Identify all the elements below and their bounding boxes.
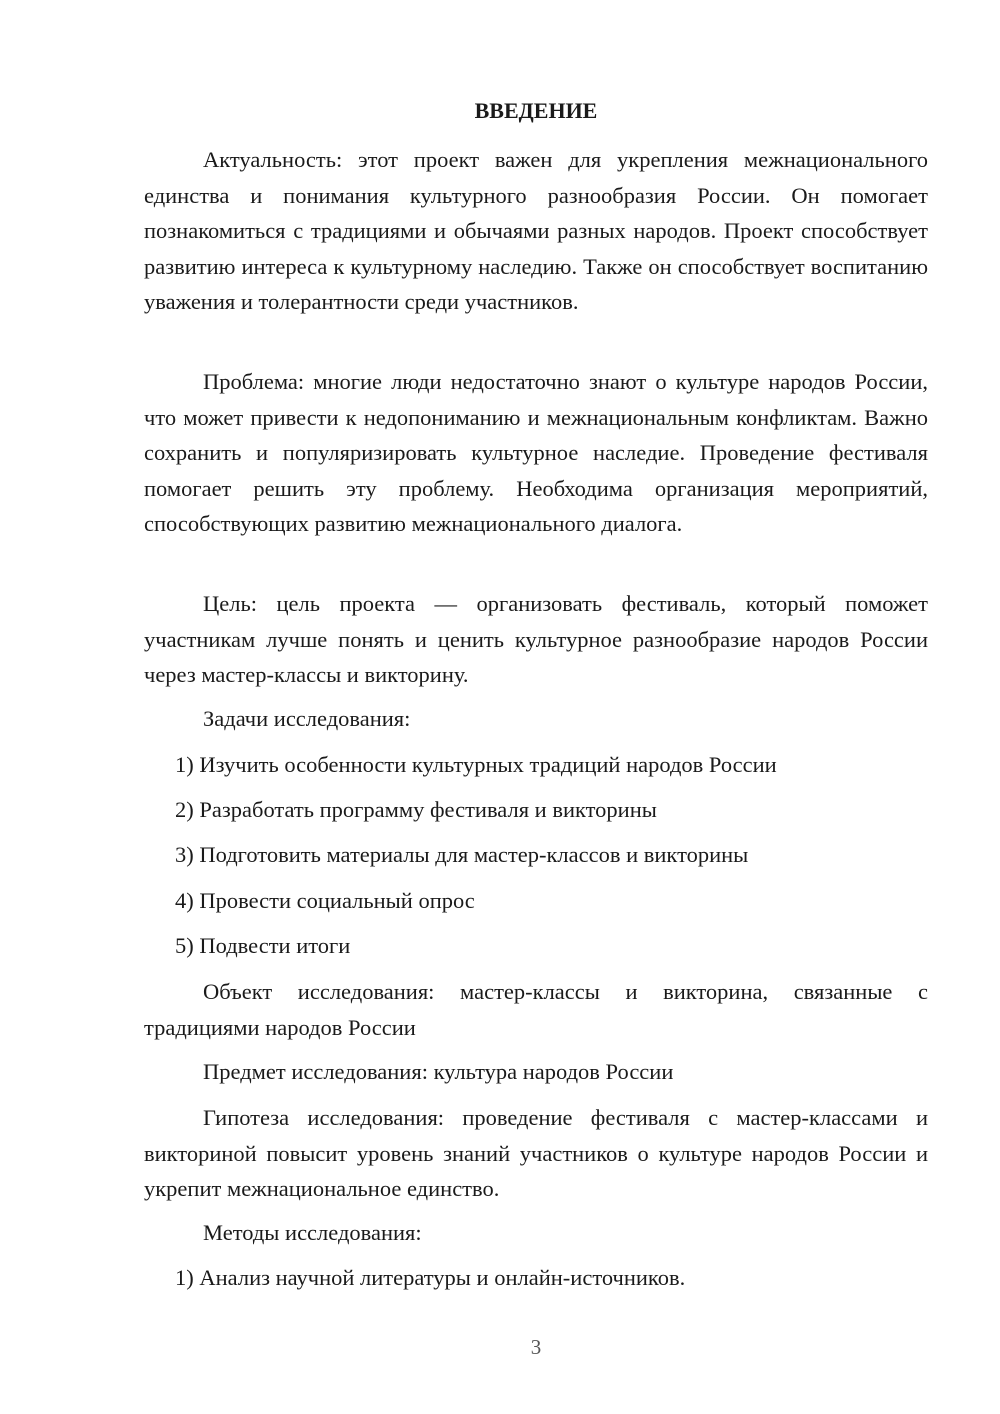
task-item-2: 2) Разработать программу фестиваля и викторины xyxy=(175,797,657,822)
task-item-1: 1) Изучить особенности культурных традиций народов России xyxy=(175,752,777,777)
goal-paragraph: Цель: цель проекта — организовать фестиваль, который поможет участникам лучше понять и ценить культурное разнообразие народов России через мастер-классы и викторину. xyxy=(144,591,928,687)
methods-title: Методы исследования: xyxy=(203,1220,422,1245)
document-page xyxy=(144,0,928,1414)
relevance-paragraph: Актуальность: этот проект важен для укрепления межнационального единства и понимания культурного разнообразия России. Он помогает познакомиться с традициями и обычаями разных народов. Проект способствует развитию интереса к культурному наследию. Также он способствует воспитанию уважения и толерантности среди участников. xyxy=(144,147,928,314)
problem-paragraph: Проблема: многие люди недостаточно знают о культуре народов России, что может привести к недопониманию и межнациональным конфликтам. Важно сохранить и популяризировать культурное наследие. Проведение фестиваля помогает решить эту проблему. Необходима организация мероприятий, способствующих развитию межнационального диалога. xyxy=(144,369,928,536)
task-item-5: 5) Подвести итоги xyxy=(175,933,351,958)
section-heading: ВВЕДЕНИЕ xyxy=(474,98,598,123)
tasks-title: Задачи исследования: xyxy=(203,706,411,731)
subject-paragraph: Предмет исследования: культура народов России xyxy=(203,1059,674,1084)
object-paragraph: Объект исследования: мастер-классы и викторина, связанные с традициями народов России xyxy=(144,979,928,1040)
task-item-3: 3) Подготовить материалы для мастер-классов и викторины xyxy=(175,842,749,867)
page-number: 3 xyxy=(530,1335,542,1359)
hypothesis-paragraph: Гипотеза исследования: проведение фестиваля с мастер-классами и викториной повысит уровень знаний участников о культуре народов России и укрепит межнациональное единство. xyxy=(144,1105,928,1201)
task-item-4: 4) Провести социальный опрос xyxy=(175,888,475,913)
method-item-1: 1) Анализ научной литературы и онлайн-источников. xyxy=(175,1265,686,1290)
